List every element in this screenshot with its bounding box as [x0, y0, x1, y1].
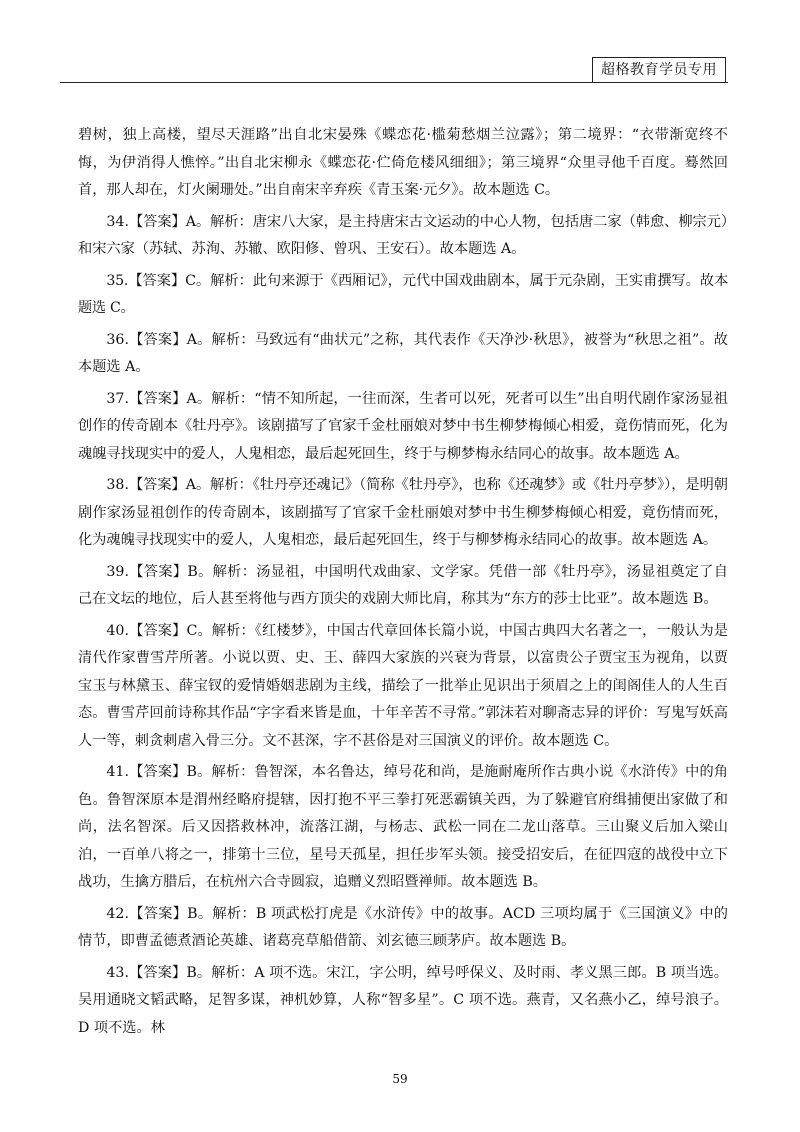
header-divider: [60, 82, 728, 83]
answer-40: 40.【答案】C。解析：《红楼梦》，中国古代章回体长篇小说，中国古典四大名著之一，一般认为是清代作家曹雪芹所著。小说以贾、史、王、薛四大家族的兴衰为背景，以富贵公子贾宝玉为视角，以贾宝玉与林黛玉、薛宝钗的爱情婚姻悲剧为主线，描绘了一批举止见识出于须眉之上的闺阁佳人的人生百态。曹雪芹回前诗称其作品“字字看来皆是血，十年辛苦不寻常。”郭沫若对聊斋志异的评价：写鬼写妖高人一等，刺贪刺虐入骨三分。文不甚深，字不甚俗是对三国演义的评价。故本题选 C。: [78, 622, 728, 749]
answer-43: 43.【答案】B。解析：A 项不选。宋江，字公明，绰号呼保义、及时雨、孝义黑三郎。B 项当选。吴用通晓文韬武略，足智多谋，神机妙算，人称“智多星”。C 项不选。燕青，又名燕小乙，绰号浪子。D 项不选。林: [78, 964, 728, 1036]
answer-35: 35.【答案】C。解析：此句来源于《西厢记》，元代中国戏曲剧本，属于元杂剧，王实甫撰写。故本题选 C。: [78, 272, 728, 316]
answer-39: 39.【答案】B。解析：汤显祖，中国明代戏曲家、文学家。凭借一部《牡丹亭》，汤显祖奠定了自己在文坛的地位，后人甚至将他与西方顶尖的戏剧大师比肩，称其为“东方的莎士比亚”。故本题选 B。: [78, 563, 728, 607]
answer-38: 38.【答案】A。解析：《牡丹亭还魂记》（简称《牡丹亭》，也称《还魂梦》或《牡丹亭梦》），是明朝剧作家汤显祖创作的传奇剧本，该剧描写了官家千金杜丽娘对梦中书生柳梦梅倾心相爱，竟伤情而死，化为魂魄寻找现实中的爱人，人鬼相恋，最后起死回生，终于与柳梦梅永结同心的故事。故本题选 A。: [78, 477, 728, 548]
answer-41: 41.【答案】B。解析：鲁智深，本名鲁达，绰号花和尚，是施耐庵所作古典小说《水浒传》中的角色。鲁智深原本是渭州经略府提辖，因打抱不平三拳打死恶霸镇关西，为了躲避官府缉捕便出家做了和尚，法名智深。后又因搭救林冲，流落江湖，与杨志、武松一同在二龙山落草。三山聚义后加入梁山泊，一百单八将之一，排第十三位，星号天孤星，担任步军头领。接受招安后，在征四寇的战役中立下战功，生擒方腊后，在杭州六合寺圆寂，追赠义烈昭暨禅师。故本题选 B。: [78, 764, 728, 890]
answer-37: 37.【答案】A。解析：“情不知所起，一往而深，生者可以死，死者可以生”出自明代剧作家汤显祖创作的传奇剧本《牡丹亭》。该剧描写了官家千金杜丽娘对梦中书生柳梦梅倾心相爱，竟伤情而死，化为魂魄寻找现实中的爱人，人鬼相恋，最后起死回生，终于与柳梦梅永结同心的故事。故本题选 A。: [78, 390, 728, 462]
answer-34: 34.【答案】A。解析：唐宋八大家，是主持唐宋古文运动的中心人物，包括唐二家（韩愈、柳宗元）和宋六家（苏轼、苏洵、苏辙、欧阳修、曾巩、王安石）。故本题选 A。: [78, 213, 728, 257]
document-body: [78, 122, 728, 1046]
answer-36: 36.【答案】A。解析：马致远有“曲状元”之称，其代表作《天净沙·秋思》，被誉为“秋思之祖”。故本题选 A。: [78, 331, 728, 375]
paragraph-continued: 碧树，独上高楼，望尽天涯路”出自北宋晏殊《蝶恋花·槛菊愁烟兰泣露》；第二境界：“衣带渐宽终不悔，为伊消得人憔悴。”出自北宋柳永《蝶恋花·伫倚危楼风细细》；第三境界“众里寻他千百度。蓦然回首，那人却在，灯火阑珊处。”出自南宋辛弃疾《青玉案·元夕》。故本题选 C。: [78, 127, 728, 198]
page-number: 59: [392, 1072, 408, 1086]
header-tag: 超格教育学员专用: [592, 57, 726, 83]
answer-42: 42.【答案】B。解析：B 项武松打虎是《水浒传》中的故事。ACD 三项均属于《三国演义》中的情节，即曹孟德煮酒论英雄、诸葛亮草船借箭、刘玄德三顾茅庐。故本题选 B。: [78, 905, 728, 949]
